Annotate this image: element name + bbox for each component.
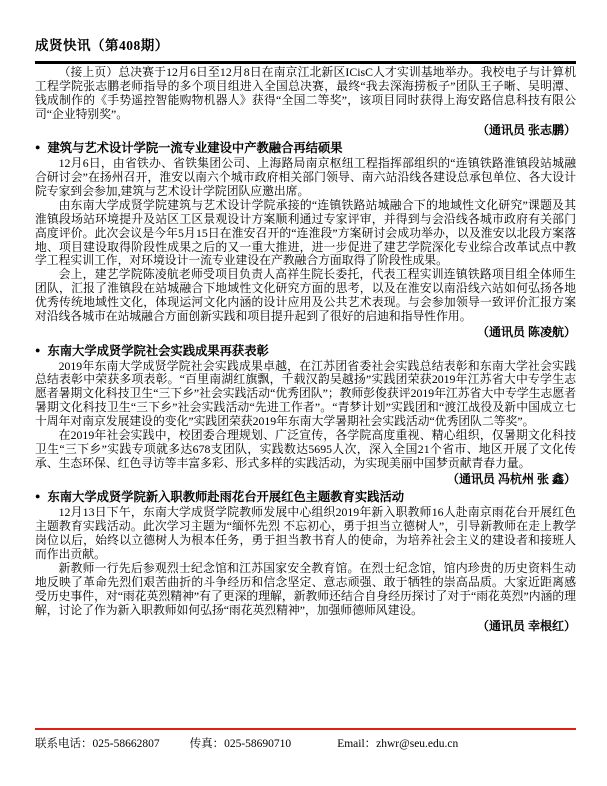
paragraph: 新教师一行先后参观烈士纪念馆和江苏国家安全教育馆。在烈士纪念馆，馆内珍贵的历史资料生动地反映了革命先烈们艰苦曲折的斗争经历和信念坚定、意志顽强、敢于牺牲的崇高品质。大家近距离感受历史事件，对“雨花英烈精神”有了更深的理解，新教师还结合自身经历探讨了对于“雨花英烈”内涵的理解，讨论了作为新入职教师如何弘扬“雨花英烈精神”，加强师德师风建设。 [35, 560, 576, 617]
masthead-title: 成贤快讯（第408期） [35, 34, 576, 64]
masthead [35, 34, 576, 64]
credit-line: （通讯员 冯杭州 张 鑫） [446, 471, 576, 486]
contact-phone: 联系电话：025-58662807 [35, 738, 160, 750]
paragraph: 12月13日下午，东南大学成贤学院教师发展中心组织2019年新入职教师16人赴南京雨花台开展红色主题教育实践活动。此次学习主题为“缅怀先烈 不忘初心，勇于担当立德树人”，引导新教师在走上教学岗位以后，始终以立德树人为根本任务，勇于担当教书育人的使命，为培养社会主义的建设者和接班人而作出贡献。 [35, 505, 576, 561]
section-new-teachers-yuhuatai [35, 489, 576, 633]
credit-line: （通讯员 陈凌航） [476, 325, 576, 339]
contact-email: Email：zhwr@seu.edu.cn [337, 738, 459, 750]
section-heading [35, 140, 576, 156]
section-architecture-art [35, 140, 576, 339]
intro-paragraph: （接上页）总决赛于12月6日至12月8日在南京江北新区ICisC人才实训基地举办。我校电子与计算机工程学院张志鹏老师指导的多个项目组进入全国总决赛，最终“我去深海捞板子”团队王子晰、吴明潭、钱成制作的《手势遥控智能购物机器人》获得“全国二等奖”，该项目同时获得上海安路信息科技有限公司“企业特别奖”。 [35, 65, 576, 121]
section-heading [35, 489, 576, 505]
credit-line: （通讯员 幸根红） [476, 618, 576, 633]
paragraph: 2019年东南大学成贤学院社会实践成果卓越，在江苏团省委社会实践总结表彰和东南大学社会实践总结表彰中荣获多项表彰。“百里南湖红旗飘，千载汉韵吴越扬”实践团荣获2019年江苏省大中专学生志愿者暑期文化科技卫生“三下乡”社会实践活动“优秀团队”；教师彭俊获评2019年江苏省大中专学生志愿者暑期文化科技卫生“三下乡”社会实践活动“先进工作者”。“青梦计划”实践团和“渡江战役及新中国成立七十周年对南京发展建设的变化”实践团荣获2019年东南大学暑期社会实践活动“优秀团队二等奖”。 [35, 358, 576, 429]
paragraph: 会上，建艺学院陈凌航老师受项目负责人高祥生院长委托，代表工程实训连镇铁路项目组全体师生团队，汇报了淮镇段在站城融合下地域性文化研究方面的思考，以及在淮安以南沿线六站如何弘扬各地优秀传统地域性文化，体现运河文化内涵的设计应用及公共艺术表现。与会参加领导一致评价汇报方案对沿线各城市在站城融合方面创新实践和项目提升起到了很好的启迪和指导性作用。 [35, 267, 576, 324]
intro-credit-line: （通讯员 张志鹏） [476, 122, 576, 137]
paragraph: 由东南大学成贤学院建筑与艺术设计学院承接的“连镇铁路站城融合下的地域性文化研究”课题及其淮镇段场站环境提升及站区工区景观设计方案顺利通过专家评审，并得到与会沿线各城市政府有关部门高度评价。此次会议是今年5月15日在淮安召开的“连淮段”方案研讨会成功举办，以及淮安以北段方案落地、项目建设取得阶段性成果之后的又一重大推进，进一步促进了建艺学院深化专业综合改革试点中教学工程实训工作，对环境设计一流专业建设在产教融合方面取得了阶段性成果。 [35, 197, 576, 268]
body-content [35, 66, 576, 635]
contact-fax: 传真：025-58690710 [189, 738, 292, 750]
section-social-practice [35, 343, 576, 487]
section-title: 东南大学成贤学院新入职教师赴雨花台开展红色主题教育实践活动 [47, 490, 405, 505]
bullet-icon: ● [35, 491, 41, 502]
section-title: 建筑与艺术设计学院一流专业建设中产教融合再结硕果 [47, 141, 343, 156]
footer-contact-bar [35, 728, 576, 751]
paragraph: 12月6日，由省铁办、省铁集团公司、上海路局南京枢纽工程指挥部组织的“连镇铁路淮镇段站城融合研讨会”在扬州召开，淮安以南六个城市政府相关部门领导、南六站沿线各建设总承包单位、各大设计院专家到会参加,建筑与艺术设计学院团队应邀出席。 [35, 156, 576, 198]
bullet-icon: ● [35, 344, 41, 355]
section-title: 东南大学成贤学院社会实践成果再获表彰 [47, 343, 269, 358]
paragraph: 在2019年社会实践中，校团委合理规划、广泛宣传，各学院高度重视、精心组织，仅暑期文化科技卫生“三下乡”实践专项就多达678支团队，实践数达5695人次，深入全国21个省市、地区开展了文化传承、生态环保、红色寻访等丰富多彩、形式多样的实践活动，为实现美丽中国梦贡献青春力量。 [35, 428, 576, 470]
bullet-icon: ● [35, 142, 41, 153]
section-heading [35, 343, 576, 359]
